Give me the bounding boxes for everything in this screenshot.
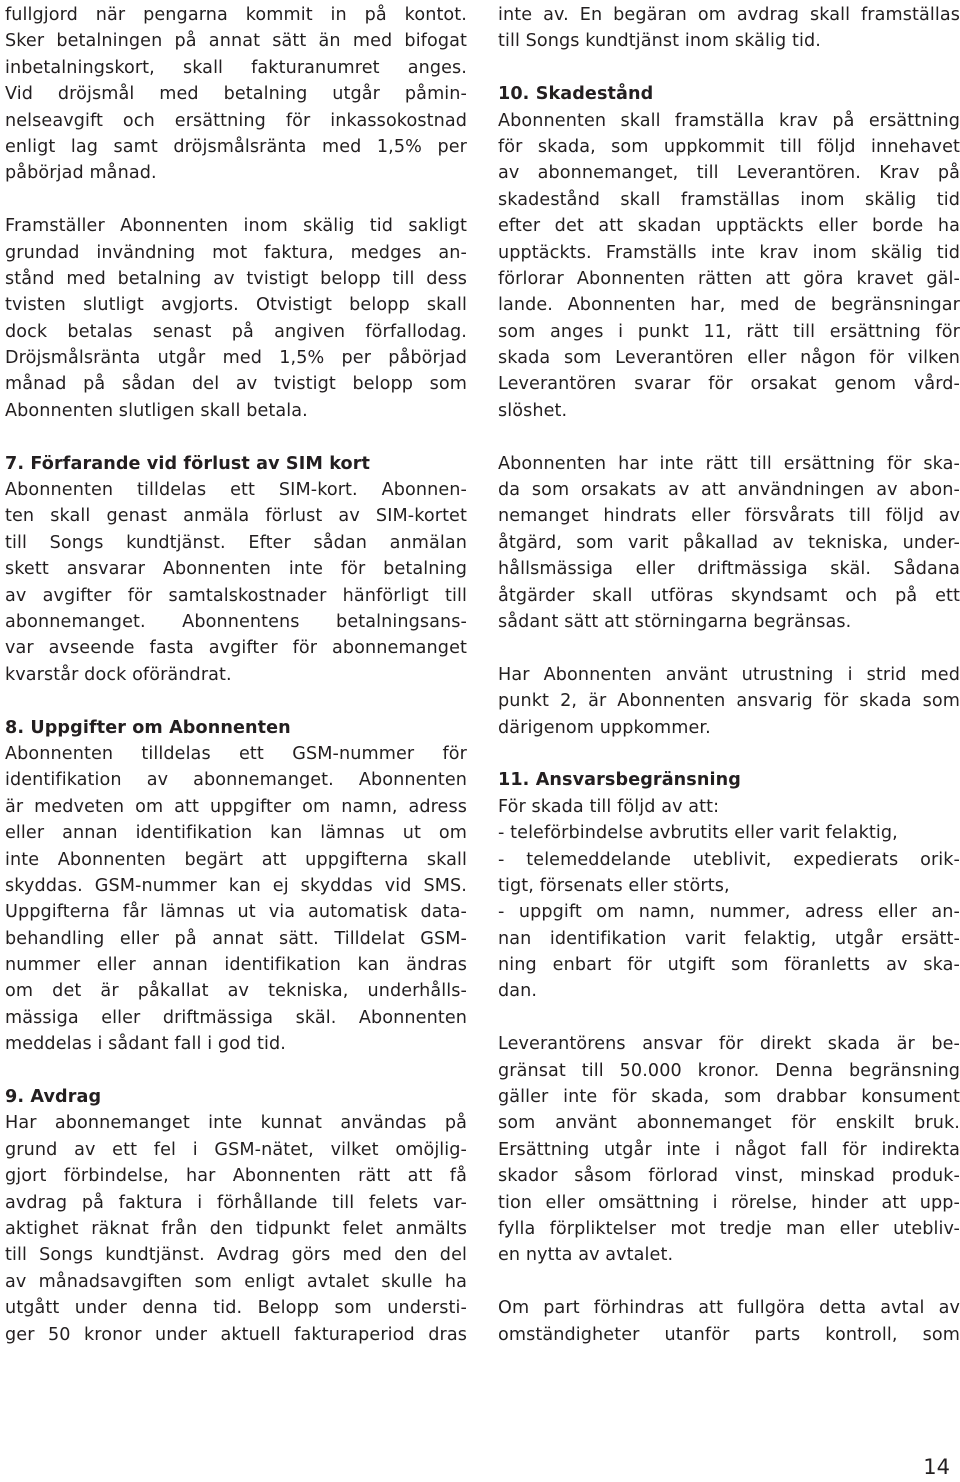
right-text-line: inte av. En begäran om avdrag skall framställas <box>498 5 960 25</box>
left-text-line: aktighet räknat från den tidpunkt felet anmälts <box>5 1218 467 1239</box>
left-text-line: var avseende fasta avgifter för abonnemanget <box>5 638 467 659</box>
right-paragraph-gap <box>498 1269 960 1295</box>
left-text-line: skyddas. GSM-nummer kan ej skyddas vid SMS. <box>5 875 467 896</box>
left-text-line: påbörjad månad. <box>5 163 157 184</box>
left-text-line: eller annan identifikation kan lämnas ut om <box>5 823 467 844</box>
left-text-column <box>5 2 467 1348</box>
right-section-heading: 11. Ansvarsbegränsning <box>498 770 741 791</box>
right-paragraph-gap <box>498 55 960 81</box>
right-text-line: - teleförbindelse avbrutits eller varit felaktig, <box>498 823 898 844</box>
right-text-line: upptäckts. Framställs inte krav inom skälig tid <box>498 242 960 263</box>
right-paragraph-gap <box>498 424 960 450</box>
left-text-line: om det är påkallat av tekniska, underhålls- <box>5 981 467 1002</box>
right-text-line: tigt, försenats eller störts, <box>498 875 730 896</box>
right-text-line: nemanget hindrats eller försvårats till följd av <box>498 506 960 527</box>
right-text-line: en nytta av avtalet. <box>498 1245 674 1266</box>
right-text-line: som anges i punkt 11, rätt till ersättning för <box>498 321 960 342</box>
right-text-line: punkt 2, är Abonnenten ansvarig för skada som <box>498 691 960 712</box>
left-text-line: Har abonnemanget inte kunnat användas på <box>5 1113 467 1134</box>
left-paragraph-gap <box>5 187 467 213</box>
left-text-line: gjort förbindelse, har Abonnenten rätt att få <box>5 1166 467 1187</box>
right-text-line: hållsmässiga eller driftmässiga skäl. Sådana <box>498 559 960 580</box>
left-text-line: grundad invändning mot faktura, medges an- <box>5 242 467 263</box>
left-text-line: dock betalas senast på angiven förfallodag. <box>5 321 467 342</box>
left-text-line: Uppgifterna får lämnas ut via automatisk data- <box>5 902 467 923</box>
left-text-line: utgått under denna tid. Belopp som understi- <box>5 1298 467 1319</box>
right-text-line: Har Abonnenten använt utrustning i strid med <box>498 664 960 685</box>
right-text-line: Abonnenten skall framställa krav på ersättning <box>498 110 960 131</box>
left-text-line: Dröjsmålsränta utgår med 1,5% per påbörjad <box>5 348 467 369</box>
left-text-line: skett ansvarar Abonnenten inte för betalning <box>5 559 467 580</box>
right-text-line: Leverantören svarar för orsakat genom vård- <box>498 374 960 395</box>
right-text-line: gäller inte för skada, som drabbar konsument <box>498 1087 960 1108</box>
right-section-heading: 10. Skadestånd <box>498 84 654 105</box>
right-text-line: lande. Abonnenten har, med de begränsningar <box>498 295 960 316</box>
right-text-line: av abonnemanget, till Leverantören. Krav på <box>498 163 960 184</box>
right-text-line: ning enbart för utgift som föranletts av ska- <box>498 955 960 976</box>
right-paragraph-gap <box>498 741 960 767</box>
right-text-line: åtgärder skall utföras skyndsamt och på ett <box>498 585 960 606</box>
left-section-heading: 7. Förfarande vid förlust av SIM kort <box>5 453 370 474</box>
left-text-line: Framställer Abonnenten inom skälig tid sakligt <box>5 216 467 237</box>
right-text-line: sådant sätt att störningarna begränsas. <box>498 611 852 632</box>
right-text-line: För skada till följd av att: <box>498 796 720 817</box>
left-paragraph-gap <box>5 424 467 450</box>
right-text-column <box>498 2 960 1348</box>
left-text-line: nelseavgift och ersättning för inkassokostnad <box>5 110 467 131</box>
left-text-line: Sker betalningen på annat sätt än med bifogat <box>5 31 467 52</box>
right-paragraph-gap <box>498 635 960 661</box>
left-section-heading: 9. Avdrag <box>5 1087 102 1108</box>
right-text-line: skador såsom förlorad vinst, minskad produk- <box>498 1166 960 1187</box>
right-text-line: gränsat till 50.000 kronor. Denna begränsning <box>498 1060 960 1081</box>
right-text-line: Leverantörens ansvar för direkt skada är be- <box>498 1034 960 1055</box>
right-text-line: Om part förhindras att fullgöra detta avtal av <box>498 1298 960 1319</box>
right-text-line: Ersättning utgår inte i något fall för indirekta <box>498 1139 960 1160</box>
left-section-heading: 8. Uppgifter om Abonnenten <box>5 717 291 738</box>
right-text-line: skada som Leverantören eller någon för vilken <box>498 348 960 369</box>
left-text-line: av avgifter för samtalskostnader hänförligt till <box>5 585 467 606</box>
left-text-line: ger 50 kronor under aktuell fakturaperiod dras <box>5 1324 467 1345</box>
right-text-line: till Songs kundtjänst inom skälig tid. <box>498 31 821 52</box>
left-paragraph-gap <box>5 688 467 714</box>
left-text-line: nummer eller annan identifikation kan ändras <box>5 955 467 976</box>
left-text-line: inbetalningskort, skall fakturanumret anges. <box>5 57 467 78</box>
right-text-line: nan identifikation varit felaktig, utgår ersätt- <box>498 928 960 949</box>
left-text-line: till Songs kundtjänst. Avdrag görs med den del <box>5 1245 467 1266</box>
left-text-line: Abonnenten tilldelas ett SIM-kort. Abonnen- <box>5 480 467 501</box>
left-text-line: till Songs kundtjänst. Efter sådan anmälan <box>5 532 467 553</box>
left-text-line: är medveten om att uppgifter om namn, adress <box>5 796 467 817</box>
left-paragraph-gap <box>5 1058 467 1084</box>
left-text-line: Vid dröjsmål med betalning utgår påmin- <box>5 84 467 105</box>
right-text-line: åtgärd, som varit påkallad av tekniska, under- <box>498 532 960 553</box>
right-text-line: som använt abonnemanget för enskilt bruk. <box>498 1113 960 1134</box>
right-text-line: dan. <box>498 981 538 1002</box>
left-text-line: månad på sådan del av tvistigt belopp som <box>5 374 467 395</box>
right-text-line: Abonnenten har inte rätt till ersättning för ska- <box>498 453 960 474</box>
right-text-line: tion eller omsättning i rörelse, hinder att upp- <box>498 1192 960 1213</box>
left-text-line: stånd med betalning av tvistigt belopp till dess <box>5 268 467 289</box>
left-text-line: kvarstår dock oförändrat. <box>5 664 232 685</box>
right-paragraph-gap <box>498 1005 960 1031</box>
right-text-line: skadestånd skall framställas inom skälig tid <box>498 189 960 210</box>
left-text-line: behandling eller på annat sätt. Tilldelat GSM- <box>5 928 467 949</box>
right-text-line: förlorar Abonnenten rätten att göra kravet gäl- <box>498 268 960 289</box>
left-text-line: abonnemanget. Abonnentens betalningsans- <box>5 611 467 632</box>
left-text-line: Abonnenten slutligen skall betala. <box>5 400 308 421</box>
right-text-line: fylla förpliktelser mot tredje man eller utebliv- <box>498 1218 960 1239</box>
left-text-line: enligt lag samt dröjsmålsränta med 1,5% per <box>5 136 467 157</box>
left-text-line: tvisten slutligt avgjorts. Otvistigt belopp skall <box>5 295 467 316</box>
right-text-line: - uppgift om namn, nummer, adress eller an- <box>498 902 960 923</box>
page-number: 14 <box>923 1455 950 1479</box>
left-text-line: meddelas i sådant fall i god tid. <box>5 1034 286 1055</box>
left-text-line: grund av ett fel i GSM-nätet, vilket omöjlig- <box>5 1139 467 1160</box>
right-text-line: slöshet. <box>498 400 568 421</box>
left-text-line: fullgjord när pengarna kommit in på kontot. <box>5 5 467 25</box>
right-text-line: da som orsakats av att användningen av abon- <box>498 480 960 501</box>
right-text-line: omständigheter utanför parts kontroll, som <box>498 1324 960 1345</box>
left-text-line: mässiga eller driftmässiga skäl. Abonnenten <box>5 1007 467 1028</box>
right-text-line: för skada, som uppkommit till följd innehavet <box>498 136 960 157</box>
right-text-line: därigenom uppkommer. <box>498 717 711 738</box>
left-text-line: Abonnenten tilldelas ett GSM-nummer för <box>5 743 467 764</box>
right-text-line: efter det att skadan upptäckts eller borde ha <box>498 216 960 237</box>
left-text-line: ten skall genast anmäla förlust av SIM-kortet <box>5 506 467 527</box>
left-text-line: avdrag på faktura i förhållande till felets var- <box>5 1192 467 1213</box>
right-text-line: - telemeddelande uteblivit, expedierats orik- <box>498 849 960 870</box>
left-text-line: inte Abonnenten begärt att uppgifterna skall <box>5 849 467 870</box>
left-text-line: av månadsavgiften som enligt avtalet skulle ha <box>5 1271 467 1292</box>
left-text-line: identifikation av abonnemanget. Abonnenten <box>5 770 467 791</box>
